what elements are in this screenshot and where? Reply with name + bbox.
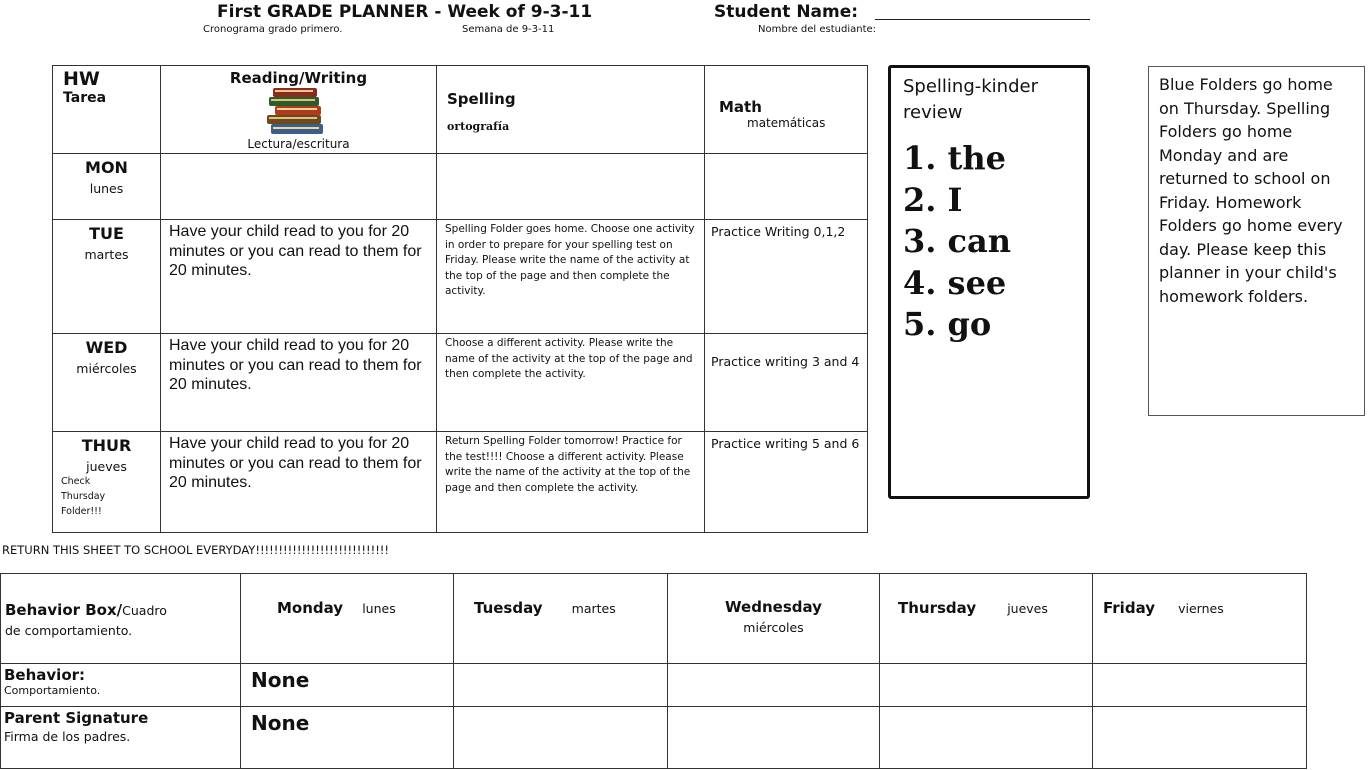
- behavior-box-spanish-b: de comportamiento.: [5, 623, 133, 638]
- return-sheet-notice: RETURN THIS SHEET TO SCHOOL EVERYDAY!!!!!!!!!!!!!!!!!!!!!!!!!!!!!: [2, 543, 390, 557]
- parent-signature-friday-cell: [1093, 707, 1307, 769]
- behavior-thursday-cell: [880, 664, 1093, 707]
- table-row: [53, 154, 868, 220]
- table-row: [53, 220, 868, 334]
- list-item: 4. see: [903, 263, 1007, 302]
- day-label: Monday: [277, 599, 344, 617]
- spelling-cell: Spelling Folder goes home. Choose one activity in order to prepare for your spelling test on Friday. Please write the name of the activity at the top of the page and then complete the activity.: [437, 220, 705, 334]
- reading-label: Reading/Writing: [229, 69, 368, 87]
- reading-cell: Have your child read to you for 20 minutes or you can read to them for 20 minutes.: [161, 220, 437, 334]
- homework-header-row: [53, 66, 868, 154]
- spelling-cell: Return Spelling Folder tomorrow! Practice for the test!!!! Choose a different activity. Please write the name of the activity at the top of the page and then complete the activity.: [437, 432, 705, 533]
- day-label: TUE: [89, 224, 124, 243]
- behavior-friday-cell: [1093, 664, 1307, 707]
- math-spanish: matemáticas: [747, 116, 826, 130]
- list-item: 2. I: [903, 180, 963, 219]
- day-label: Friday: [1103, 599, 1156, 617]
- parent-signature-thursday-cell: [880, 707, 1093, 769]
- day-label: THUR: [81, 436, 132, 455]
- reading-cell: Have your child read to you for 20 minutes or you can read to them for 20 minutes.: [161, 432, 437, 533]
- student-name-label: Student Name:: [714, 2, 859, 22]
- list-item: 1. the: [903, 139, 1006, 177]
- behavior-table: [0, 573, 1307, 769]
- day-label: MON: [85, 158, 128, 177]
- behavior-row: [1, 664, 1307, 707]
- day-spanish: lunes: [89, 181, 124, 196]
- day-spanish: miércoles: [743, 620, 804, 635]
- spelling-kinder-review-box: [888, 65, 1090, 499]
- week-spanish: Semana de 9-3-11: [462, 24, 555, 35]
- day-spanish: martes: [571, 601, 616, 616]
- day-spanish: jueves: [86, 459, 127, 474]
- tuesday-header: [454, 574, 668, 664]
- day-label: Tuesday: [474, 599, 543, 617]
- reading-spanish: Lectura/escritura: [247, 137, 350, 151]
- friday-header: [1093, 574, 1307, 664]
- homework-table: [52, 65, 868, 533]
- math-cell: Practice writing 5 and 6: [705, 432, 868, 533]
- title-spanish: Cronograma grado primero.: [203, 24, 343, 35]
- parent-signature-label: Parent Signature: [4, 709, 149, 727]
- parent-signature-tuesday-cell: [454, 707, 668, 769]
- behavior-monday-value: None: [241, 664, 454, 707]
- behavior-spanish: Comportamiento.: [4, 684, 101, 697]
- table-row: [53, 334, 868, 432]
- monday-header: [241, 574, 454, 664]
- behavior-label-cell: [1, 664, 241, 707]
- parent-signature-monday-value: None: [241, 707, 454, 769]
- day-cell: [53, 154, 161, 220]
- math-header-cell: [705, 66, 868, 154]
- spelling-cell: [437, 154, 705, 220]
- hw-label: HW: [63, 68, 100, 90]
- kinder-review-title: Spelling-kinder review: [903, 76, 1038, 123]
- behavior-label: Behavior:: [4, 666, 86, 684]
- behavior-wednesday-cell: [668, 664, 880, 707]
- behavior-tuesday-cell: [454, 664, 668, 707]
- student-name-line: [875, 19, 1090, 20]
- wednesday-header: [668, 574, 880, 664]
- parent-signature-row: [1, 707, 1307, 769]
- stacked-books-icon: [263, 86, 327, 136]
- day-cell: [53, 220, 161, 334]
- thursday-header: [880, 574, 1093, 664]
- math-cell: Practice Writing 0,1,2: [705, 220, 868, 334]
- table-row: [53, 432, 868, 533]
- math-cell: Practice writing 3 and 4: [705, 334, 868, 432]
- behavior-box-header: [1, 574, 241, 664]
- thursday-folder-note: Check Thursday Folder!!!: [61, 476, 106, 517]
- day-label: Wednesday: [725, 598, 822, 616]
- list-item: 5. go: [903, 305, 992, 343]
- student-name-spanish: Nombre del estudiante:: [758, 24, 877, 35]
- parent-signature-label-cell: [1, 707, 241, 769]
- math-cell: [705, 154, 868, 220]
- hw-spanish: Tarea: [63, 90, 107, 106]
- day-spanish: lunes: [362, 601, 396, 616]
- spelling-cell: Choose a different activity. Please write the name of the activity at the top of the page and then complete the activity.: [437, 334, 705, 432]
- behavior-box-label: Behavior Box/: [5, 601, 123, 619]
- day-cell: [53, 334, 161, 432]
- day-label: WED: [85, 338, 128, 357]
- folder-info-note: Blue Folders go home on Thursday. Spelling Folders go home Monday and are returned to school on Friday. Homework Folders go home every day. Please keep this planner in your child's homework folders.: [1148, 66, 1365, 416]
- parent-signature-spanish: Firma de los padres.: [4, 729, 131, 744]
- day-cell: [53, 432, 161, 533]
- math-label: Math: [719, 98, 762, 116]
- day-spanish: miércoles: [76, 361, 137, 376]
- spelling-spanish: ortografía: [447, 120, 510, 133]
- page-title: First GRADE PLANNER - Week of 9-3-11: [217, 2, 593, 22]
- day-spanish: viernes: [1178, 601, 1224, 616]
- spelling-header-cell: [437, 66, 705, 154]
- behavior-header-row: [1, 574, 1307, 664]
- spelling-label: Spelling: [447, 90, 516, 108]
- reading-cell: [161, 154, 437, 220]
- behavior-box-spanish-a: Cuadro: [122, 603, 167, 618]
- kinder-word-list: [903, 138, 1075, 346]
- day-spanish: jueves: [1007, 601, 1048, 616]
- day-label: Thursday: [898, 599, 977, 617]
- parent-signature-wednesday-cell: [668, 707, 880, 769]
- reading-cell: Have your child read to you for 20 minutes or you can read to them for 20 minutes.: [161, 334, 437, 432]
- day-spanish: martes: [84, 247, 129, 262]
- hw-header-cell: [53, 66, 161, 154]
- list-item: 3. can: [903, 222, 1012, 260]
